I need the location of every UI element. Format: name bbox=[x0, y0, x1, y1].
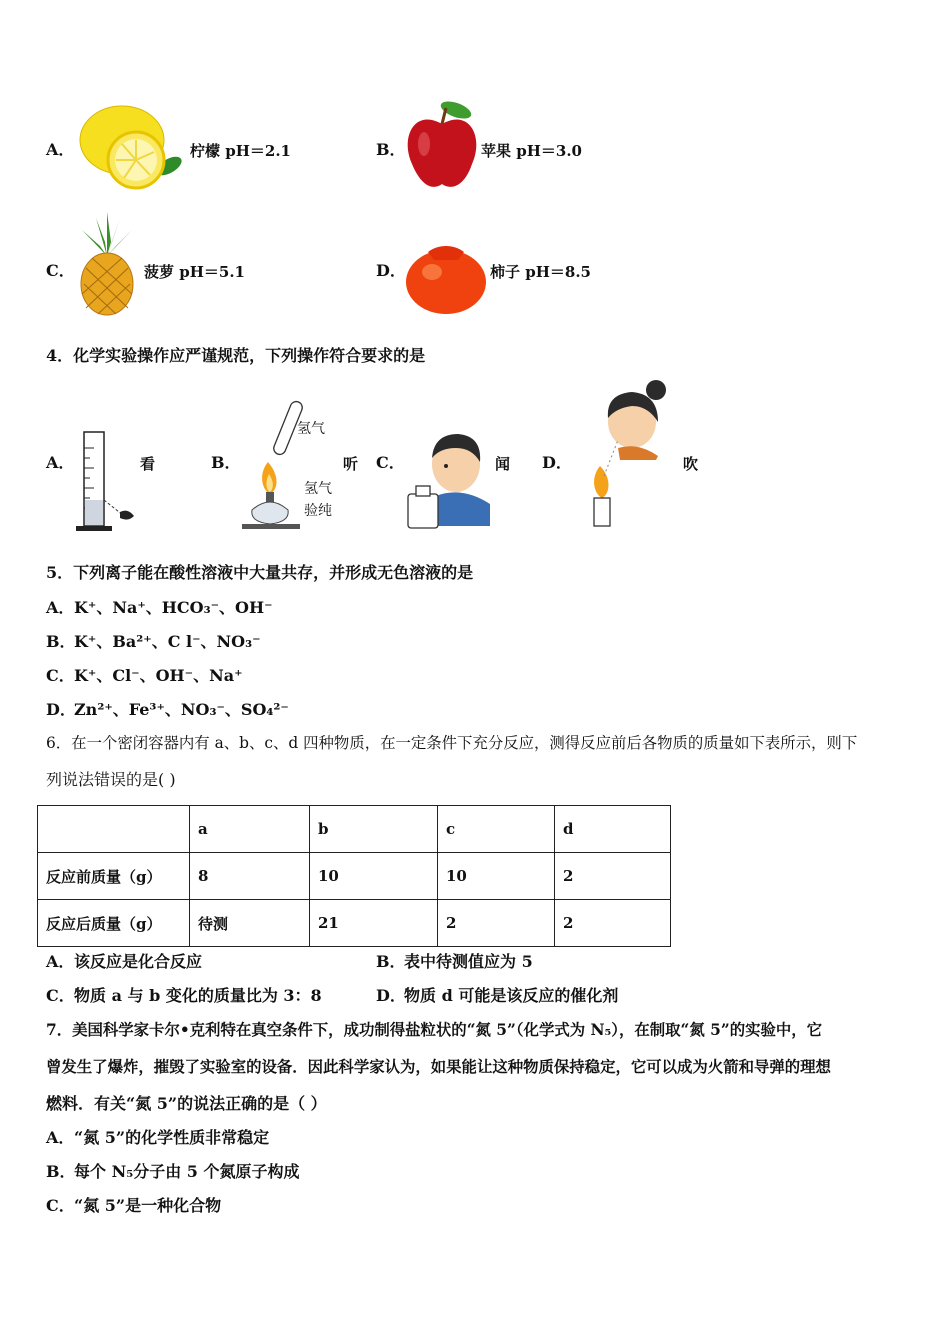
lemon-icon bbox=[74, 102, 189, 192]
option-letter: C． bbox=[46, 1196, 75, 1215]
option-ions: Zn²⁺、Fe³⁺、NO₃⁻、SO₄²⁻ bbox=[74, 700, 289, 719]
option-letter: B． bbox=[376, 952, 406, 971]
option-ions: K⁺、Na⁺、HCO₃⁻、OH⁻ bbox=[74, 598, 273, 617]
table-cell: 2 bbox=[438, 900, 555, 947]
option-label: 闻 bbox=[495, 455, 511, 473]
option-letter: B． bbox=[376, 140, 406, 159]
table-row bbox=[38, 900, 671, 947]
option-letter: C． bbox=[46, 986, 75, 1005]
option-text: “氮 5”的化学性质非常稳定 bbox=[74, 1128, 270, 1147]
question-7-line-1: 7．美国科学家卡尔•克利特在真空条件下，成功制得盐粒状的“氮 5”（化学式为 N₅），在制取“氮 5”的实验中，它 bbox=[46, 1021, 823, 1039]
mass-table bbox=[37, 805, 671, 947]
option-letter: B． bbox=[211, 453, 241, 472]
table-header-cell: c bbox=[438, 806, 555, 853]
option-letter: D． bbox=[376, 986, 406, 1005]
option-letter: A． bbox=[46, 952, 75, 971]
graduated-cylinder-icon bbox=[72, 428, 142, 534]
persimmon-icon bbox=[404, 240, 488, 316]
flame-label: 验纯 bbox=[304, 503, 332, 519]
question-7-line-2: 曾发生了爆炸，摧毁了实验室的设备．因此科学家认为，如果能让这种物质保持稳定，它可以成为火箭和导弹的理想 bbox=[46, 1058, 831, 1076]
option-text: 每个 N₅分子由 5 个氮原子构成 bbox=[74, 1162, 300, 1181]
option-label: 吹 bbox=[683, 455, 699, 473]
option-text: 物质 a 与 b 变化的质量比为 3：8 bbox=[74, 986, 322, 1005]
option-letter: A． bbox=[46, 598, 75, 617]
option-caption: 苹果 pH＝3.0 bbox=[481, 142, 582, 160]
table-header-cell: b bbox=[310, 806, 438, 853]
option-text: 物质 d 可能是该反应的催化剂 bbox=[404, 986, 619, 1005]
option-letter: A． bbox=[46, 1128, 75, 1147]
option-letter: B． bbox=[46, 632, 76, 651]
option-text: 表中待测值应为 5 bbox=[404, 952, 533, 971]
option-ions: K⁺、Cl⁻、OH⁻、Na⁺ bbox=[74, 666, 243, 685]
table-cell: 反应后质量（g） bbox=[38, 900, 190, 947]
option-ions: K⁺、Ba²⁺、C l⁻、NO₃⁻ bbox=[74, 632, 261, 651]
option-letter: C． bbox=[376, 453, 405, 472]
option-label: 看 bbox=[140, 455, 156, 473]
option-letter: D． bbox=[376, 261, 406, 280]
table-cell: 待测 bbox=[190, 900, 310, 947]
option-letter: A． bbox=[46, 140, 75, 159]
table-header-cell: d bbox=[555, 806, 671, 853]
question-6-stem-line-2: 列说法错误的是( ) bbox=[46, 770, 176, 789]
option-letter: C． bbox=[46, 261, 75, 280]
table-cell: 10 bbox=[438, 853, 555, 900]
table-header-cell bbox=[38, 806, 190, 853]
apple-icon bbox=[404, 98, 480, 192]
tube-label: 氢气 bbox=[297, 421, 325, 437]
question-5-stem: 5．下列离子能在酸性溶液中大量共存，并形成无色溶液的是 bbox=[46, 563, 474, 582]
table-cell: 21 bbox=[310, 900, 438, 947]
option-label: 听 bbox=[343, 455, 359, 473]
option-letter: C． bbox=[46, 666, 75, 685]
question-7-line-3: 燃料．有关“氮 5”的说法正确的是（ ） bbox=[46, 1094, 327, 1113]
table-cell: 8 bbox=[190, 853, 310, 900]
table-cell: 2 bbox=[555, 900, 671, 947]
girl-blowing-candle-icon bbox=[578, 378, 674, 528]
option-letter: D． bbox=[46, 700, 76, 719]
option-caption: 柿子 pH＝8.5 bbox=[490, 263, 591, 281]
question-6-stem-line-1: 6．在一个密闭容器内有 a、b、c、d 四种物质，在一定条件下充分反应，测得反应前后各物质的质量如下表所示，则下 bbox=[46, 734, 858, 752]
option-caption: 菠萝 pH＝5.1 bbox=[144, 263, 245, 281]
option-letter: A． bbox=[46, 453, 75, 472]
question-4-stem: 4．化学实验操作应严谨规范，下列操作符合要求的是 bbox=[46, 346, 426, 365]
option-text: “氮 5”是一种化合物 bbox=[74, 1196, 222, 1215]
option-letter: B． bbox=[46, 1162, 76, 1181]
boy-smelling-bottle-icon bbox=[402, 424, 494, 534]
option-letter: D． bbox=[542, 453, 572, 472]
pineapple-icon bbox=[76, 212, 138, 316]
table-header-row bbox=[38, 806, 671, 853]
table-cell: 2 bbox=[555, 853, 671, 900]
table-header-cell: a bbox=[190, 806, 310, 853]
flame-label: 氢气 bbox=[304, 481, 332, 497]
table-cell: 10 bbox=[310, 853, 438, 900]
option-caption: 柠檬 pH＝2.1 bbox=[190, 142, 291, 160]
table-cell: 反应前质量（g） bbox=[38, 853, 190, 900]
table-row bbox=[38, 853, 671, 900]
option-text: 该反应是化合反应 bbox=[74, 952, 203, 971]
